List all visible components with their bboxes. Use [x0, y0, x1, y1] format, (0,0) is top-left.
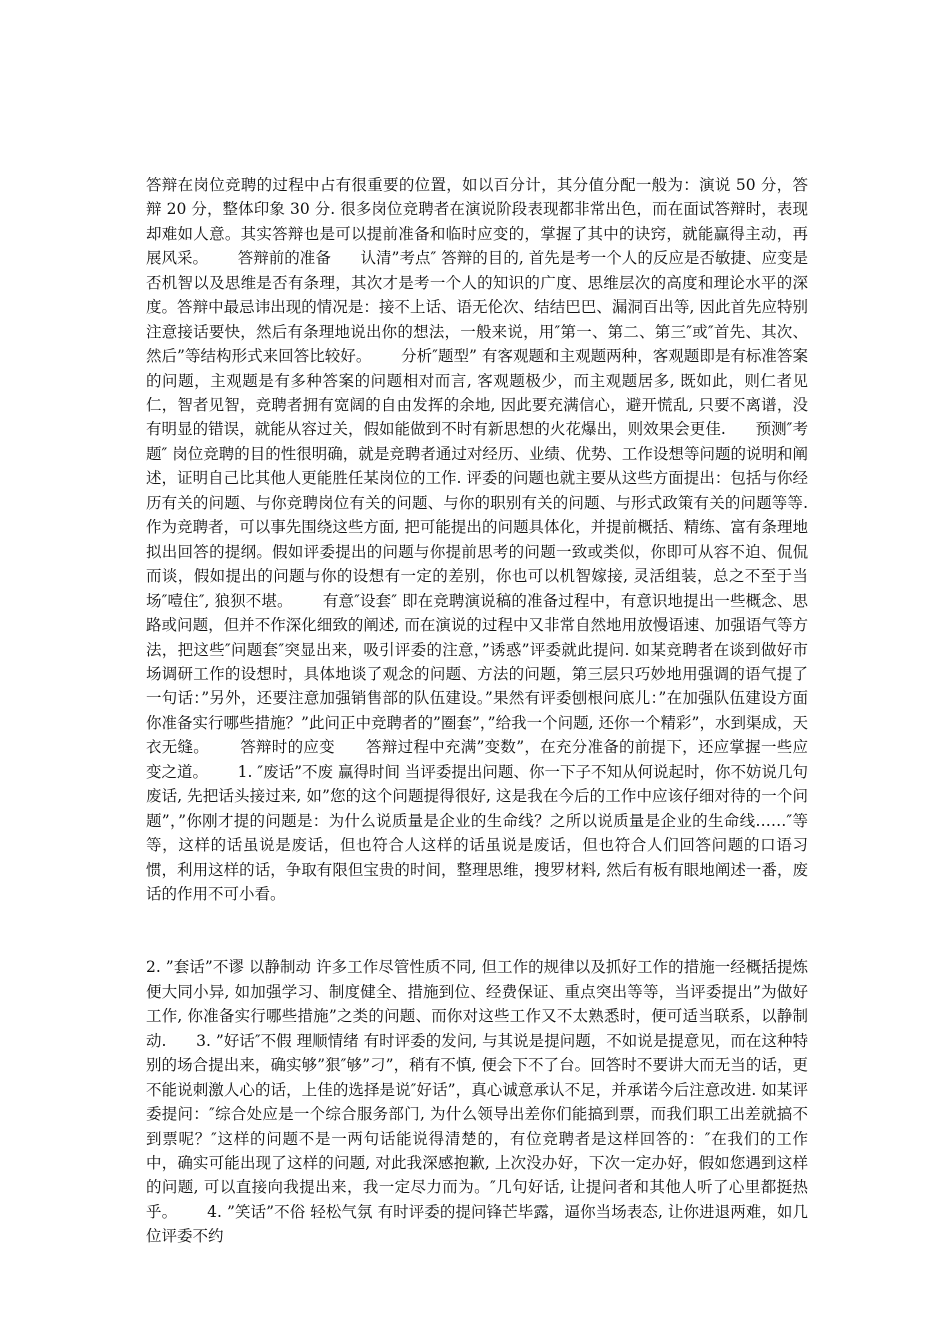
paragraph: 2. ”套话”不谬 以静制动 许多工作尽管性质不同, 但工作的规律以及抓好工作的措施一经概括提炼便大同小异, 如加强学习、制度健全、措施到位、经费保证、重点突出等等，当评委提出”为做好工作, 你准备实行哪些措施”之类的问题、而你对这些工作又不太熟悉时，便可适当联系，以静制动. 3. ”好话″不假 理顺情绪 有时评委的发问, 与其说是提问题，不如说是提意见，而在这种特别的场合提出来，确实够”狠″够”刁”，稍有不慎, 便会下不了台。回答时不要讲大而无当的话，更不能说刺激人心的话，上佳的选择是说″好话”，真心诚意承认不足，并承诺今后注意改进. 如某评委提问：″综合处应是一个综合服务部门, 为什么领导出差你们能搞到票，而我们职工出差就搞不到票呢？″这样的问题不是一两句话能说得清楚的，有位竞聘者是这样回答的：″在我们的工作中，确实可能出现了这样的问题, 对此我深感抱歉, 上次没办好，下次一定办好，假如您遇到这样的问题, 可以直接向我提出来，我一定尽力而为。″几句好话, 让提问者和其他人听了心里都挺热乎。 4. ”笑话”不俗 轻松气氛 有时评委的提问锋芒毕露，逼你当场表态, 让你进退两难，如几位评委不约: [146, 958, 808, 1246]
paragraph: 答辩在岗位竞聘的过程中占有很重要的位置，如以百分计，其分值分配一般为：演说 50 分，答辩 20 分，整体印象 30 分. 很多岗位竞聘者在演说阶段表现都非常出色，而在面试答辩时，表现却难如人意。其实答辩也是可以提前准备和临时应变的，掌握了其中的诀窍，就能赢得主动，再展风采。 答辩前的准备 认清”考点″ 答辩的目的, 首先是考一个人的反应是否敏捷、应变是否机智以及思维是否有条理，其次才是考一个人的知识的广度、思维层次的高度和理论水平的深度。答辩中最忌讳出现的情况是：接不上话、语无伦次、结结巴巴、漏洞百出等, 因此首先应特别注意接话要快，然后有条理地说出你的想法，一般来说，用″第一、第二、第三″或″首先、其次、然后”等结构形式来回答比较好。 分析″题型” 有客观题和主观题两种，客观题即是有标准答案的问题，主观题是有多种答案的问题相对而言, 客观题极少，而主观题居多, 既如此，则仁者见仁，智者见智，竞聘者拥有宽阔的自由发挥的余地, 因此要充满信心，避开慌乱, 只要不离谱，没有明显的错误，就能从容过关，假如能做到不时有新思想的火花爆出，则效果会更佳. 预测″考题″ 岗位竞聘的目的性很明确，就是竞聘者通过对经历、业绩、优势、工作设想等问题的说明和阐述，证明自己比其他人更能胜任某岗位的工作. 评委的问题也就主要从这些方面提出：包括与你经历有关的问题、与你竞聘岗位有关的问题、与你的职别有关的问题、与形式政策有关的问题等等. 作为竞聘者，可以事先围绕这些方面, 把可能提出的问题具体化，并提前概括、精练、富有条理地拟出回答的提纲。假如评委提出的问题与你提前思考的问题一致或类似，你即可从容不迫、侃侃而谈，假如提出的问题与你的设想有一定的差别，你也可以机智嫁接, 灵活组装，总之不至于当场″噎住″, 狼狈不堪。 有意″设套″ 即在竞聘演说稿的准备过程中，有意识地提出一些概念、思路或问题，但并不作深化细致的阐述, 而在演说的过程中又非常自然地用放慢语速、加强语气等方法，把这些″问题套″突显出来，吸引评委的注意，”诱惑”评委就此提问. 如某竞聘者在谈到做好市场调研工作的设想时，具体地谈了观念的问题、方法的问题，第三层只巧妙地用强调的语气提了一句话：”另外，还要注意加强销售部的队伍建设。”果然有评委刨根问底儿：”在加强队伍建设方面你准备实行哪些措施？”此问正中竞聘者的”圈套”，”给我一个问题, 还你一个精彩”，水到渠成，天衣无缝。 答辩时的应变 答辩过程中充满”变数”，在充分准备的前提下，还应掌握一些应变之道。 1. ″废话”不废 赢得时间 当评委提出问题、你一下子不知从何说起时，你不妨说几句废话, 先把话头接过来, 如”您的这个问题提得很好, 这是我在今后的工作中应该仔细对待的一个问题”，”你刚才提的问题是：为什么说质量是企业的生命线？之所以说质量是企业的生命线……″等等，这样的话虽说是废话，但也符合人这样的话虽说是废话，但也符合人们回答问题的口语习惯，利用这样的话，争取有限但宝贵的时间，整理思维，搜罗材料, 然后有板有眼地阐述一番，废话的作用不可小看。: [146, 175, 813, 904]
document-body: [146, 124, 813, 1298]
